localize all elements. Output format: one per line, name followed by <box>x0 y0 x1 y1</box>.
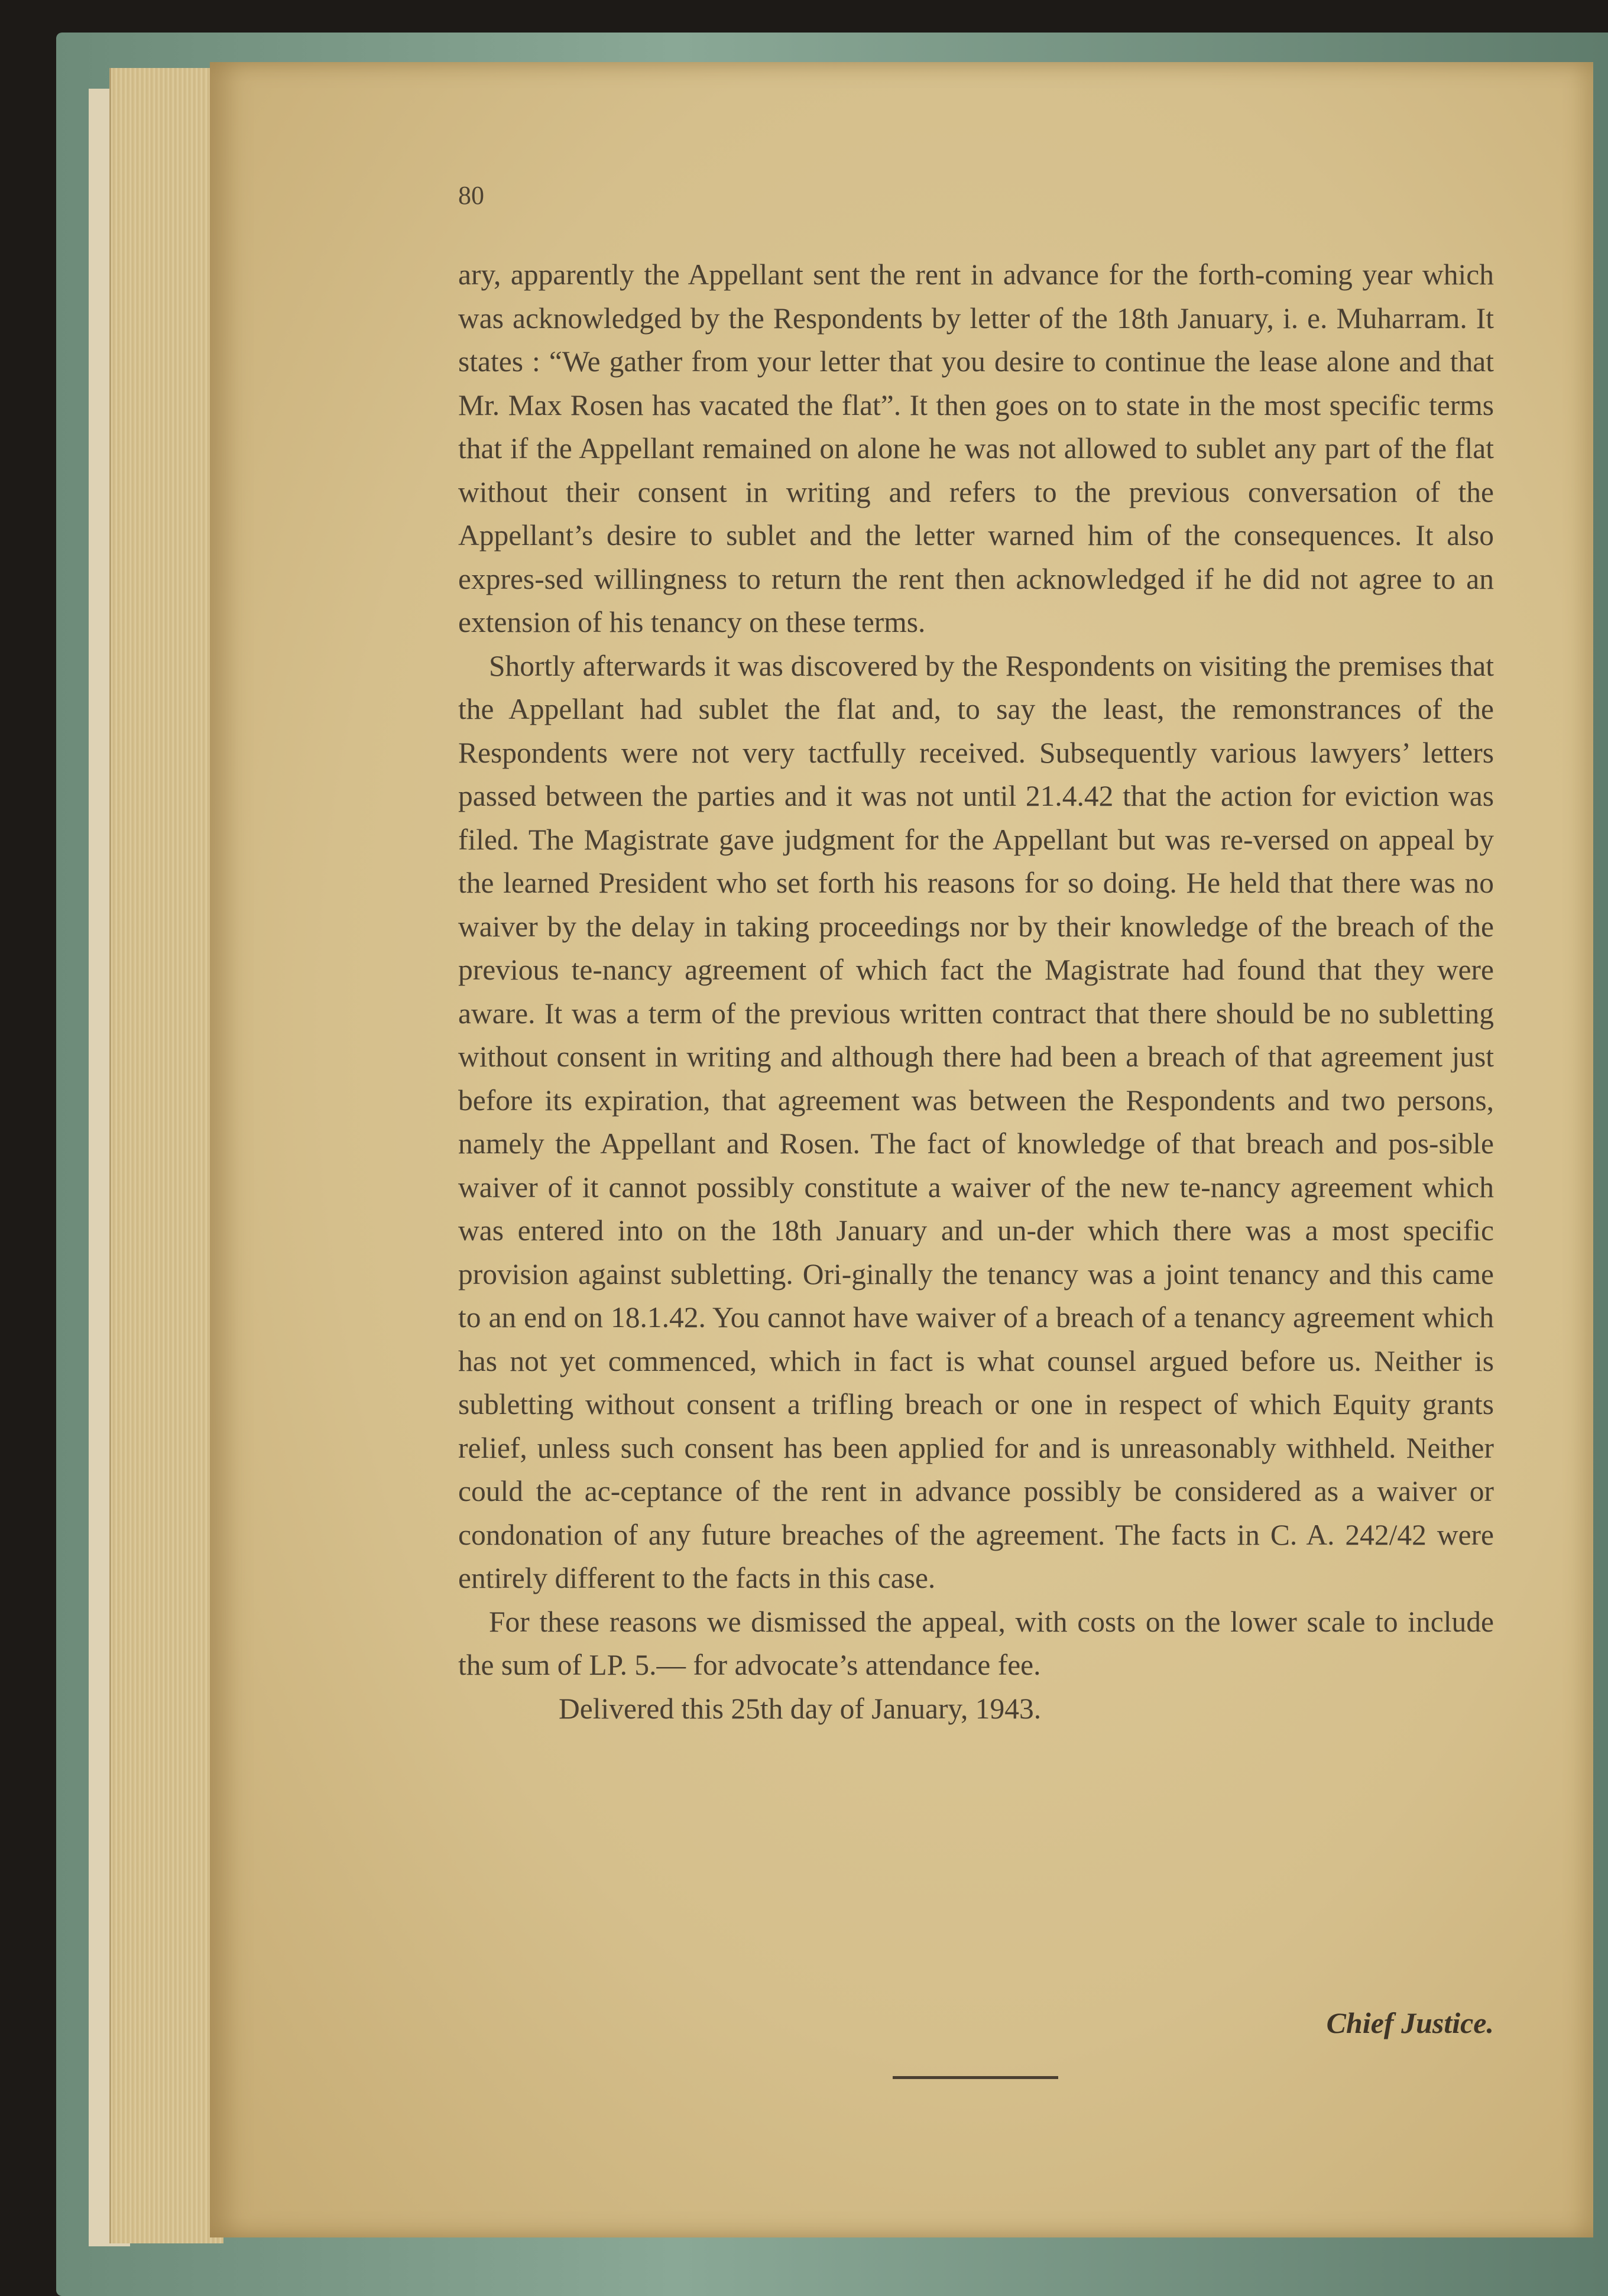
closing-rule <box>893 2076 1058 2079</box>
page-stack-edge <box>109 68 223 2243</box>
paragraph-2: Shortly afterwards it was discovered by the Respondents on visiting the premises that the Appellant had sublet the flat and, to say the least, the remonstrances of the Respondents were not very tactfully received. Subsequently various lawyers’ letters passed between the parties and it was not until 21.4.42 that the action for eviction was filed. The Magistrate gave judgment for the Appellant but was re-versed on appeal by the learned President who set forth his reasons for so doing. He held that there was no waiver by the delay in taking proceedings nor by their knowledge of the breach of the previous te-nancy agreement of which fact the Magistrate had found that they were aware. It was a term of the previous written contract that there should be no subletting without consent in writing and although there had been a breach of that agreement just before its expiration, that agreement was between the Respondents and two persons, namely the Appellant and Rosen. The fact of knowledge of that breach and pos-sible waiver of it cannot possibly constitute a waiver of the new te-nancy agreement which was entered into on the 18th January and un-der which there was a most specific provision against subletting. Ori-ginally the tenancy was a joint tenancy and this came to an end on 18.1.42. You cannot have waiver of a breach of a tenancy agreement which has not yet commenced, which in fact is what counsel argued before us. Neither is subletting without consent a trifling breach or one in respect of which Equity grants relief, unless such consent has been applied for and is unreasonably withheld. Neither could the ac-ceptance of the rent in advance possibly be considered as a waiver or condonation of any future breaches of the agreement. The facts in C. A. 242/42 were entirely different to the facts in this case. <box>458 649 1494 1594</box>
paragraph-3: For these reasons we dismissed the appeal, with costs on the lower scale to include the sum of LP. 5.— for advocate’s attendance fee. <box>458 1605 1494 1681</box>
paragraph-1: ary, apparently the Appellant sent the rent in advance for the forth-coming year which was acknowledged by the Respondents by letter of the 18th January, i. e. Muharram. It states : “We gather from your letter that you desire to continue the lease alone and that Mr. Max Rosen has vacated the flat”. It then goes on to state in the most specific terms that if the Appellant remained on alone he was not allowed to sublet any part of the flat without their consent in writing and refers to the previous conversation of the Appellant’s desire to sublet and the letter warned him of the consequences. It also expres-sed willingness to return the rent then acknowledged if he did not agree to an extension of his tenancy on these terms. <box>458 258 1494 638</box>
signature: Chief Justice. <box>1326 2006 1494 2039</box>
body-text <box>458 253 1494 1730</box>
page-number: 80 <box>458 181 484 210</box>
delivered-line: Delivered this 25th day of January, 1943. <box>559 1692 1042 1725</box>
